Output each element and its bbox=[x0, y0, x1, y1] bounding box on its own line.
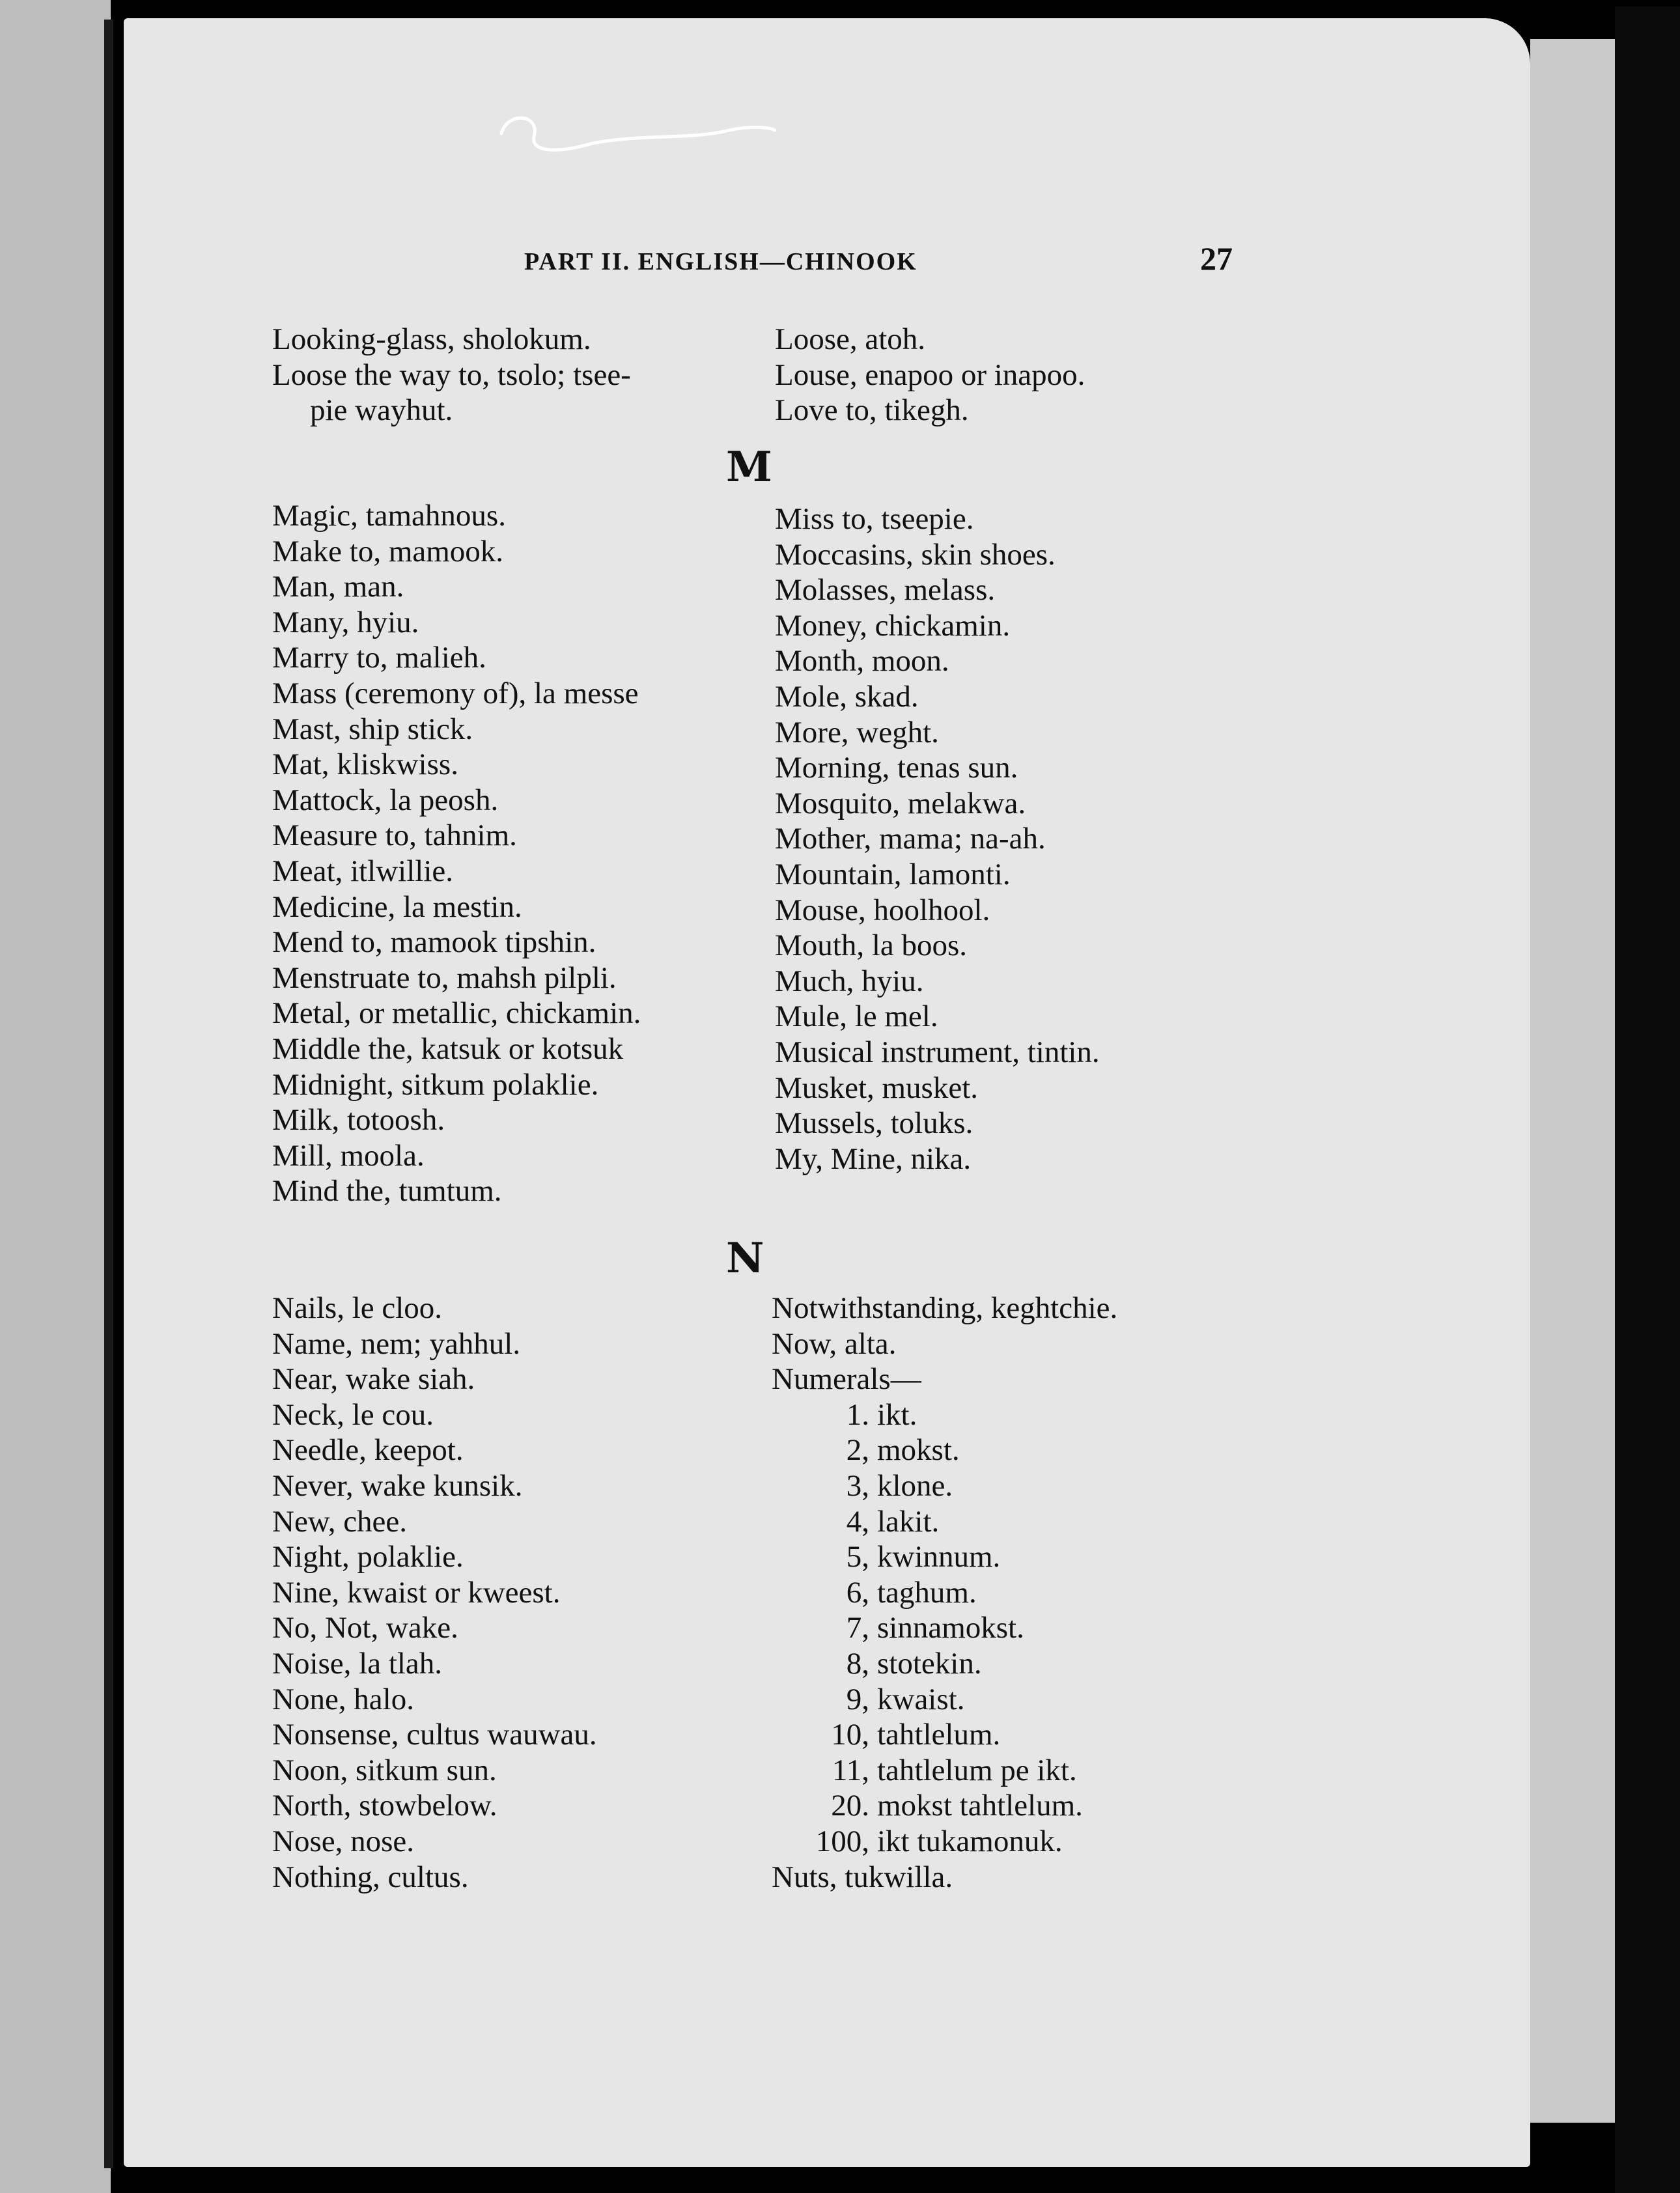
entry: Morning, tenas sun. bbox=[775, 751, 1018, 785]
entry: Nonsense, cultus wauwau. bbox=[272, 1718, 597, 1752]
numeral-row bbox=[772, 1646, 1117, 1682]
entry: Looking-glass, sholokum. bbox=[272, 322, 591, 356]
entry: Mussels, toluks. bbox=[775, 1106, 973, 1141]
numeral-row bbox=[772, 1788, 1117, 1824]
entry: Magic, tamahnous. bbox=[272, 499, 506, 533]
numeral-word: ikt tukamonuk. bbox=[877, 1824, 1063, 1858]
entry: Nuts, tukwilla. bbox=[772, 1860, 953, 1894]
numeral-row bbox=[772, 1504, 1117, 1540]
numeral: 10, bbox=[831, 1718, 869, 1752]
entry: None, halo. bbox=[272, 1682, 414, 1716]
entry: My, Mine, nika. bbox=[775, 1141, 972, 1176]
l-entries-left bbox=[272, 322, 631, 428]
entry: Midnight, sitkum polaklie. bbox=[272, 1067, 599, 1102]
entry: Milk, totoosh. bbox=[272, 1103, 445, 1138]
numeral-word: tahtlelum. bbox=[877, 1718, 1001, 1752]
entry: Man, man. bbox=[272, 570, 404, 604]
numeral-row bbox=[772, 1610, 1117, 1646]
entry: Mouth, la boos. bbox=[775, 929, 968, 963]
section-letter-m: M bbox=[726, 443, 772, 492]
numeral-row bbox=[772, 1753, 1117, 1789]
next-page-edge bbox=[1530, 39, 1615, 2123]
entry: Love to, tikegh. bbox=[775, 393, 969, 428]
section-letter-n: N bbox=[726, 1234, 764, 1283]
entry: Musical instrument, tintin. bbox=[775, 1035, 1100, 1069]
entry: North, stowbelow. bbox=[272, 1789, 497, 1823]
entry: Notwithstanding, keghtchie. bbox=[772, 1291, 1118, 1325]
page-number: 27 bbox=[1200, 240, 1233, 277]
entry: Name, nem; yahhul. bbox=[272, 1326, 521, 1361]
entry: Mountain, lamonti. bbox=[775, 857, 1011, 891]
entry: Miss to, tseepie. bbox=[775, 502, 974, 536]
numeral-word: stotekin. bbox=[877, 1646, 982, 1681]
scan-background bbox=[1615, 7, 1680, 2193]
entry: New, chee. bbox=[272, 1504, 408, 1539]
entry: Mother, mama; na-ah. bbox=[775, 822, 1046, 856]
binding-shadow bbox=[104, 20, 113, 2168]
entry: Loose the way to, tsolo; tsee- bbox=[272, 357, 631, 392]
entry: Menstruate to, mahsh pilpli. bbox=[272, 960, 617, 995]
entry: Louse, enapoo or inapoo. bbox=[775, 357, 1085, 392]
numeral-word: ikt. bbox=[877, 1397, 917, 1432]
numeral: 20. bbox=[831, 1789, 869, 1823]
entry: Money, chickamin. bbox=[775, 608, 1011, 643]
entry: Mule, le mel. bbox=[775, 999, 938, 1034]
running-header bbox=[0, 240, 1680, 293]
entry: No, Not, wake. bbox=[272, 1611, 458, 1645]
entry: Mass (ceremony of), la messe bbox=[272, 676, 639, 710]
entry: Molasses, melass. bbox=[775, 573, 996, 608]
numeral-row bbox=[772, 1717, 1117, 1753]
numeral-row bbox=[772, 1575, 1117, 1611]
entry-continuation: pie wayhut. bbox=[310, 393, 453, 428]
l-entries-right bbox=[775, 322, 1085, 428]
numeral: 4, bbox=[846, 1504, 869, 1539]
entry: Many, hyiu. bbox=[272, 605, 419, 639]
entry: Measure to, tahnim. bbox=[272, 818, 517, 853]
entry: Moccasins, skin shoes. bbox=[775, 537, 1056, 572]
entry: Never, wake kunsik. bbox=[272, 1468, 523, 1503]
numeral-word: kwaist. bbox=[877, 1682, 965, 1716]
numeral: 9, bbox=[846, 1682, 869, 1716]
numeral-row bbox=[772, 1468, 1117, 1504]
numeral: 6, bbox=[846, 1575, 869, 1610]
numeral: 1. bbox=[846, 1397, 869, 1432]
numeral-row bbox=[772, 1432, 1117, 1468]
numeral-word: tahtlelum pe ikt. bbox=[877, 1753, 1077, 1787]
entry: Make to, mamook. bbox=[272, 534, 504, 568]
numeral-word: taghum. bbox=[877, 1575, 977, 1610]
entry: Now, alta. bbox=[772, 1326, 897, 1361]
entry: Mattock, la peosh. bbox=[272, 783, 499, 817]
numeral-word: lakit. bbox=[877, 1504, 940, 1539]
entry: Numerals— bbox=[772, 1362, 921, 1397]
entry: Mosquito, melakwa. bbox=[775, 786, 1026, 820]
numeral-word: mokst. bbox=[877, 1433, 960, 1468]
entry: Nails, le cloo. bbox=[272, 1291, 443, 1325]
numeral-row bbox=[772, 1397, 1117, 1433]
entry: Musket, musket. bbox=[775, 1070, 979, 1105]
numeral-word: kwinnum. bbox=[877, 1540, 1001, 1574]
numeral-row bbox=[772, 1539, 1117, 1575]
entry: Metal, or metallic, chickamin. bbox=[272, 996, 641, 1031]
entry: Loose, atoh. bbox=[775, 322, 926, 356]
entry: Mole, skad. bbox=[775, 679, 919, 714]
numeral-row bbox=[772, 1682, 1117, 1718]
numeral: 7, bbox=[846, 1611, 869, 1645]
entry: Month, moon. bbox=[775, 644, 949, 678]
numeral: 3, bbox=[846, 1468, 869, 1503]
entry: More, weght. bbox=[775, 715, 939, 749]
entry: Mind the, tumtum. bbox=[272, 1174, 502, 1208]
entry: Needle, keepot. bbox=[272, 1433, 464, 1468]
entry: Mill, moola. bbox=[272, 1138, 425, 1173]
facing-page-edge bbox=[0, 0, 111, 2193]
numeral-word: mokst tahtlelum. bbox=[877, 1789, 1083, 1823]
numeral: 100, bbox=[815, 1824, 869, 1858]
entry: Middle the, katsuk or kotsuk bbox=[272, 1031, 624, 1066]
entry: Mast, ship stick. bbox=[272, 712, 473, 746]
entry: Meat, itlwillie. bbox=[272, 854, 454, 888]
entry: Mouse, hoolhool. bbox=[775, 893, 990, 927]
entry: Night, polaklie. bbox=[272, 1540, 464, 1574]
entry: Nine, kwaist or kweest. bbox=[272, 1575, 561, 1610]
pencil-scribble bbox=[495, 107, 781, 166]
entry: Much, hyiu. bbox=[775, 964, 924, 998]
numeral-row bbox=[772, 1824, 1117, 1860]
entry: Mend to, mamook tipshin. bbox=[272, 925, 596, 960]
numeral: 2, bbox=[846, 1433, 869, 1468]
header-title: PART II. ENGLISH—CHINOOK bbox=[524, 248, 917, 275]
n-entries-right bbox=[772, 1291, 1117, 1895]
entry: Nothing, cultus. bbox=[272, 1860, 469, 1894]
entry: Marry to, malieh. bbox=[272, 641, 486, 675]
numeral: 8, bbox=[846, 1646, 869, 1681]
m-entries-left bbox=[272, 498, 641, 1209]
entry: Noon, sitkum sun. bbox=[272, 1753, 497, 1787]
entry: Near, wake siah. bbox=[272, 1362, 475, 1397]
m-entries-right bbox=[775, 501, 1100, 1177]
entry: Mat, kliskwiss. bbox=[272, 747, 458, 782]
entry: Nose, nose. bbox=[272, 1824, 414, 1858]
numeral-word: sinnamokst. bbox=[877, 1611, 1024, 1645]
n-entries-left bbox=[272, 1291, 597, 1895]
numeral-word: klone. bbox=[877, 1468, 953, 1503]
numeral: 5, bbox=[846, 1540, 869, 1574]
entry: Noise, la tlah. bbox=[272, 1646, 443, 1681]
numeral: 11, bbox=[832, 1753, 869, 1787]
entry: Medicine, la mestin. bbox=[272, 889, 522, 924]
entry: Neck, le cou. bbox=[272, 1397, 434, 1432]
